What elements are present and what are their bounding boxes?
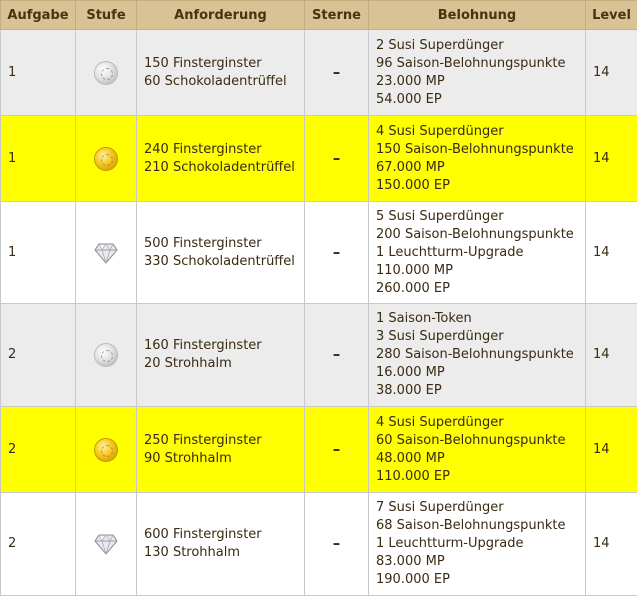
cell-reward bbox=[369, 493, 586, 596]
requirement-line: 150 Finsterginster bbox=[144, 55, 304, 73]
cell-requirement bbox=[137, 304, 305, 407]
cell-task: 2 bbox=[1, 407, 76, 493]
reward-line: 3 Susi Superdünger bbox=[376, 328, 585, 346]
requirement-line: 330 Schokoladentrüffel bbox=[144, 253, 304, 271]
header-requirement[interactable]: Anforderung bbox=[137, 1, 305, 30]
requirement-line: 600 Finsterginster bbox=[144, 526, 304, 544]
cell-level: 14 bbox=[586, 202, 637, 304]
requirement-line: 20 Strohhalm bbox=[144, 355, 304, 373]
stars-value: – bbox=[333, 63, 341, 81]
reward-line: 83.000 MP bbox=[376, 553, 585, 571]
cell-tier bbox=[76, 407, 137, 493]
cell-stars bbox=[305, 493, 369, 596]
cell-task: 1 bbox=[1, 116, 76, 202]
reward-line: 48.000 MP bbox=[376, 450, 585, 468]
diamond-icon bbox=[94, 245, 118, 260]
reward-line: 96 Saison-Belohnungspunkte bbox=[376, 55, 585, 73]
cell-stars bbox=[305, 116, 369, 202]
reward-line: 150.000 EP bbox=[376, 177, 585, 195]
requirement-line: 240 Finsterginster bbox=[144, 141, 304, 159]
cell-level: 14 bbox=[586, 493, 637, 596]
reward-line: 260.000 EP bbox=[376, 280, 585, 298]
stars-value: – bbox=[333, 149, 341, 167]
requirement-line: 90 Strohhalm bbox=[144, 450, 304, 468]
stars-value: – bbox=[333, 440, 341, 458]
diamond-icon bbox=[94, 537, 118, 552]
stars-value: – bbox=[333, 534, 341, 552]
requirement-line: 130 Strohhalm bbox=[144, 544, 304, 562]
header-level[interactable]: Level bbox=[586, 1, 637, 30]
cell-level: 14 bbox=[586, 30, 637, 116]
cell-task: 2 bbox=[1, 304, 76, 407]
cell-requirement bbox=[137, 30, 305, 116]
table-row bbox=[1, 493, 637, 596]
stars-value: – bbox=[333, 345, 341, 363]
cell-stars bbox=[305, 30, 369, 116]
gold-medal-icon bbox=[95, 439, 117, 461]
reward-line: 16.000 MP bbox=[376, 364, 585, 382]
header-task[interactable]: Aufgabe bbox=[1, 1, 76, 30]
reward-line: 280 Saison-Belohnungspunkte bbox=[376, 346, 585, 364]
header-tier[interactable]: Stufe bbox=[76, 1, 137, 30]
cell-reward bbox=[369, 304, 586, 407]
cell-level: 14 bbox=[586, 304, 637, 407]
cell-requirement bbox=[137, 407, 305, 493]
table-row bbox=[1, 116, 637, 202]
reward-line: 4 Susi Superdünger bbox=[376, 414, 585, 432]
reward-line: 110.000 EP bbox=[376, 468, 585, 486]
cell-level: 14 bbox=[586, 407, 637, 493]
table-body bbox=[1, 30, 637, 596]
cell-tier bbox=[76, 116, 137, 202]
reward-line: 67.000 MP bbox=[376, 159, 585, 177]
cell-stars bbox=[305, 304, 369, 407]
stars-value: – bbox=[333, 243, 341, 261]
cell-requirement bbox=[137, 116, 305, 202]
reward-line: 60 Saison-Belohnungspunkte bbox=[376, 432, 585, 450]
reward-line: 2 Susi Superdünger bbox=[376, 37, 585, 55]
requirement-line: 60 Schokoladentrüffel bbox=[144, 73, 304, 91]
reward-line: 190.000 EP bbox=[376, 571, 585, 589]
reward-line: 200 Saison-Belohnungspunkte bbox=[376, 226, 585, 244]
reward-line: 1 Saison-Token bbox=[376, 310, 585, 328]
requirement-line: 160 Finsterginster bbox=[144, 337, 304, 355]
silver-medal-icon bbox=[95, 62, 117, 84]
reward-line: 150 Saison-Belohnungspunkte bbox=[376, 141, 585, 159]
silver-medal-icon bbox=[95, 344, 117, 366]
header-reward[interactable]: Belohnung bbox=[369, 1, 586, 30]
reward-line: 68 Saison-Belohnungspunkte bbox=[376, 517, 585, 535]
reward-line: 5 Susi Superdünger bbox=[376, 208, 585, 226]
reward-line: 54.000 EP bbox=[376, 91, 585, 109]
reward-line: 1 Leuchtturm-Upgrade bbox=[376, 244, 585, 262]
cell-level: 14 bbox=[586, 116, 637, 202]
reward-line: 4 Susi Superdünger bbox=[376, 123, 585, 141]
cell-task: 1 bbox=[1, 202, 76, 304]
cell-tier bbox=[76, 30, 137, 116]
cell-requirement bbox=[137, 202, 305, 304]
cell-stars bbox=[305, 407, 369, 493]
table-row bbox=[1, 304, 637, 407]
reward-line: 1 Leuchtturm-Upgrade bbox=[376, 535, 585, 553]
table-row bbox=[1, 407, 637, 493]
reward-line: 38.000 EP bbox=[376, 382, 585, 400]
cell-stars bbox=[305, 202, 369, 304]
cell-requirement bbox=[137, 493, 305, 596]
table-row bbox=[1, 202, 637, 304]
cell-reward bbox=[369, 202, 586, 304]
cell-reward bbox=[369, 116, 586, 202]
gold-medal-icon bbox=[95, 148, 117, 170]
cell-reward bbox=[369, 407, 586, 493]
cell-task: 2 bbox=[1, 493, 76, 596]
cell-tier bbox=[76, 304, 137, 407]
header-stars[interactable]: Sterne bbox=[305, 1, 369, 30]
reward-line: 110.000 MP bbox=[376, 262, 585, 280]
table-header-row bbox=[1, 1, 637, 30]
reward-line: 7 Susi Superdünger bbox=[376, 499, 585, 517]
table-row bbox=[1, 30, 637, 116]
cell-task: 1 bbox=[1, 30, 76, 116]
requirement-line: 500 Finsterginster bbox=[144, 235, 304, 253]
reward-line: 23.000 MP bbox=[376, 73, 585, 91]
requirement-line: 210 Schokoladentrüffel bbox=[144, 159, 304, 177]
requirement-line: 250 Finsterginster bbox=[144, 432, 304, 450]
cell-tier bbox=[76, 202, 137, 304]
cell-tier bbox=[76, 493, 137, 596]
cell-reward bbox=[369, 30, 586, 116]
